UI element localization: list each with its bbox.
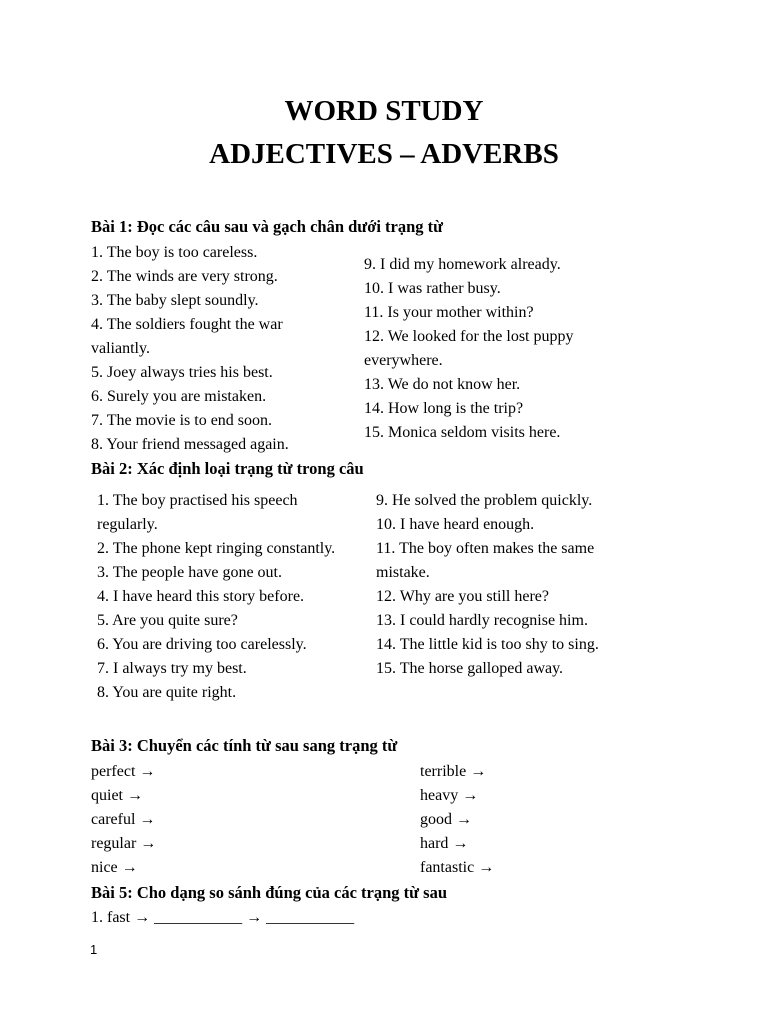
exercise-5-item-1: 1. fast → ___________ → ___________ — [91, 909, 355, 926]
list-item: good → — [420, 811, 472, 828]
list-item: 13. I could hardly recognise him. — [376, 612, 588, 629]
title-line-1: WORD STUDY — [284, 95, 484, 127]
list-item: 3. The people have gone out. — [97, 564, 282, 581]
list-item: fantastic → — [420, 859, 495, 876]
list-item: 15. Monica seldom visits here. — [364, 424, 561, 441]
list-item: 9. He solved the problem quickly. — [376, 492, 593, 509]
list-item: 12. Why are you still here? — [376, 588, 549, 605]
exercise-5-heading: Bài 5: Cho dạng so sánh đúng của các trạng từ sau — [91, 883, 448, 902]
list-item: mistake. — [376, 564, 430, 581]
exercise-2-right-column — [376, 489, 599, 681]
list-item: 5. Joey always tries his best. — [91, 364, 273, 381]
exercise-3-left-column — [91, 760, 156, 880]
exercise-3-right-column — [420, 760, 494, 880]
list-item: 4. I have heard this story before. — [97, 588, 305, 605]
list-item: 8. Your friend messaged again. — [91, 436, 289, 453]
list-item: 6. You are driving too carelessly. — [97, 636, 307, 653]
list-item: careful → — [91, 811, 156, 828]
list-item: 3. The baby slept soundly. — [91, 292, 259, 309]
list-item: 14. How long is the trip? — [364, 400, 524, 417]
list-item: 7. I always try my best. — [97, 660, 247, 677]
list-item: valiantly. — [91, 340, 150, 357]
list-item: regularly. — [97, 516, 158, 533]
exercise-2-heading: Bài 2: Xác định loại trạng từ trong câu — [91, 459, 364, 478]
list-item: 2. The phone kept ringing constantly. — [97, 540, 336, 557]
list-item: 6. Surely you are mistaken. — [91, 388, 267, 405]
list-item: 14. The little kid is too shy to sing. — [376, 636, 599, 653]
page-number: 1 — [90, 942, 98, 957]
list-item: everywhere. — [364, 352, 443, 369]
list-item: heavy → — [420, 787, 479, 804]
exercise-1-right-column — [364, 253, 574, 445]
list-item: terrible → — [420, 763, 487, 780]
list-item: 10. I was rather busy. — [364, 280, 501, 297]
exercise-1-left-column — [91, 241, 289, 457]
list-item: nice → — [91, 859, 138, 876]
list-item: 1. The boy practised his speech — [97, 492, 298, 509]
list-item: 11. The boy often makes the same — [376, 540, 595, 557]
exercise-2-left-column — [97, 489, 335, 705]
exercise-3-heading: Bài 3: Chuyển các tính từ sau sang trạng từ — [91, 736, 398, 755]
list-item: perfect → — [91, 763, 156, 780]
list-item: 8. You are quite right. — [97, 684, 237, 701]
list-item: 5. Are you quite sure? — [97, 612, 238, 629]
list-item: 12. We looked for the lost puppy — [364, 328, 574, 345]
title-line-2: ADJECTIVES – ADVERBS — [209, 138, 559, 170]
list-item: 9. I did my homework already. — [364, 256, 561, 273]
list-item: 15. The horse galloped away. — [376, 660, 564, 677]
list-item: quiet → — [91, 787, 143, 804]
list-item: 7. The movie is to end soon. — [91, 412, 273, 429]
list-item: 4. The soldiers fought the war — [91, 316, 283, 333]
list-item: 1. The boy is too careless. — [91, 244, 258, 261]
list-item: regular → — [91, 835, 157, 852]
list-item: 2. The winds are very strong. — [91, 268, 278, 285]
list-item: 11. Is your mother within? — [364, 304, 534, 321]
exercise-1-heading: Bài 1: Đọc các câu sau và gạch chân dưới trạng từ — [91, 217, 444, 236]
list-item: hard → — [420, 835, 469, 852]
list-item: 10. I have heard enough. — [376, 516, 535, 533]
list-item: 13. We do not know her. — [364, 376, 521, 393]
